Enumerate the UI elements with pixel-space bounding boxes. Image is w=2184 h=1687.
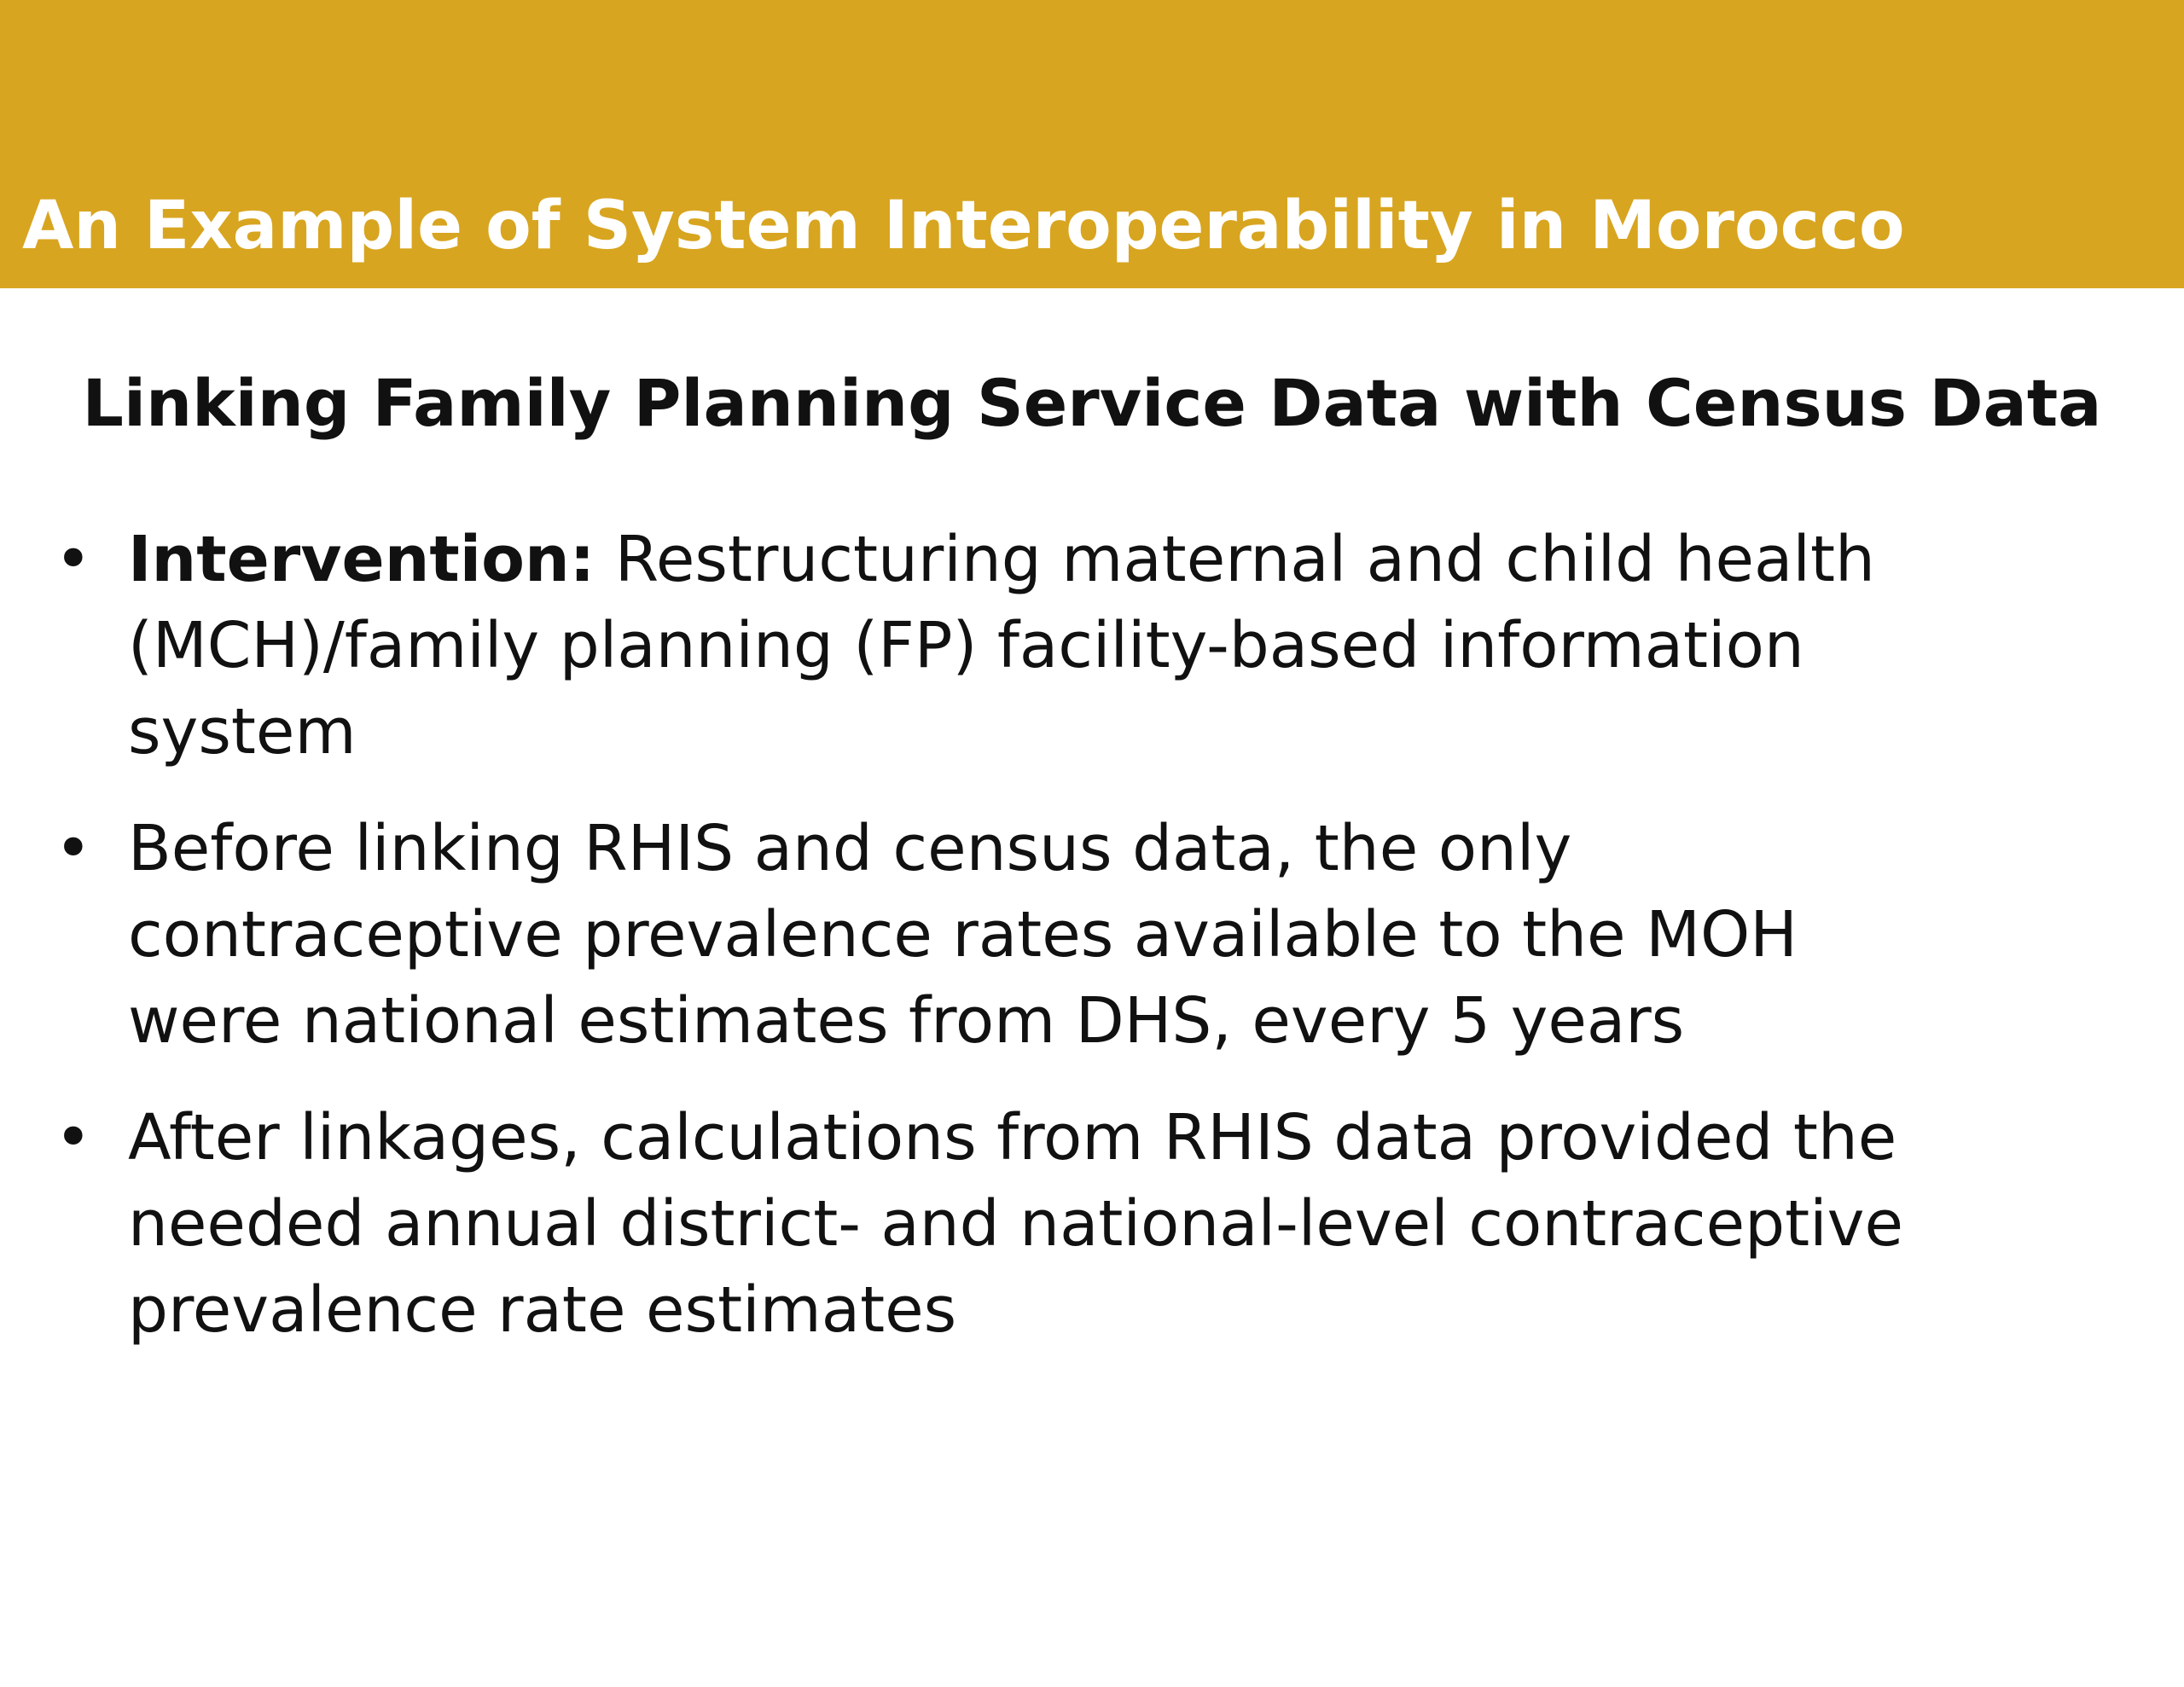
bullet-line: contraceptive prevalence rates available to the MOH (128, 898, 1798, 971)
bullet-bold-label: Intervention: (128, 523, 595, 596)
bullet-line: needed annual district- and national-level contraceptive (128, 1187, 1903, 1261)
bullet-line: system (128, 695, 357, 768)
bullet-line: Before linking RHIS and census data, the only (128, 812, 1572, 885)
bullet-line (128, 517, 2150, 603)
bullet-line: were national estimates from DHS, every 5 years (128, 984, 1685, 1058)
bullet-line: (MCH)/family planning (FP) facility-based information (128, 609, 1804, 682)
bullet-item-after-linkages (0, 1095, 2184, 1354)
bullet-line: prevalence rate estimates (128, 1273, 957, 1347)
bullet-list (0, 517, 2184, 1384)
bullet-line: After linkages, calculations from RHIS data provided the (128, 1101, 1897, 1174)
bullet-icon: • (55, 812, 92, 885)
slide-title: An Example of System Interoperability in Morocco (22, 188, 1905, 264)
bullet-icon: • (55, 1101, 92, 1174)
bullet-text: Restructuring maternal and child health (595, 523, 1875, 596)
bullet-item-before-linking (0, 806, 2184, 1064)
bullet-icon: • (55, 523, 92, 596)
slide-subtitle: Linking Family Planning Service Data with Census Data (82, 365, 2102, 441)
header-band (0, 0, 2184, 288)
bullet-item-intervention (0, 517, 2184, 775)
